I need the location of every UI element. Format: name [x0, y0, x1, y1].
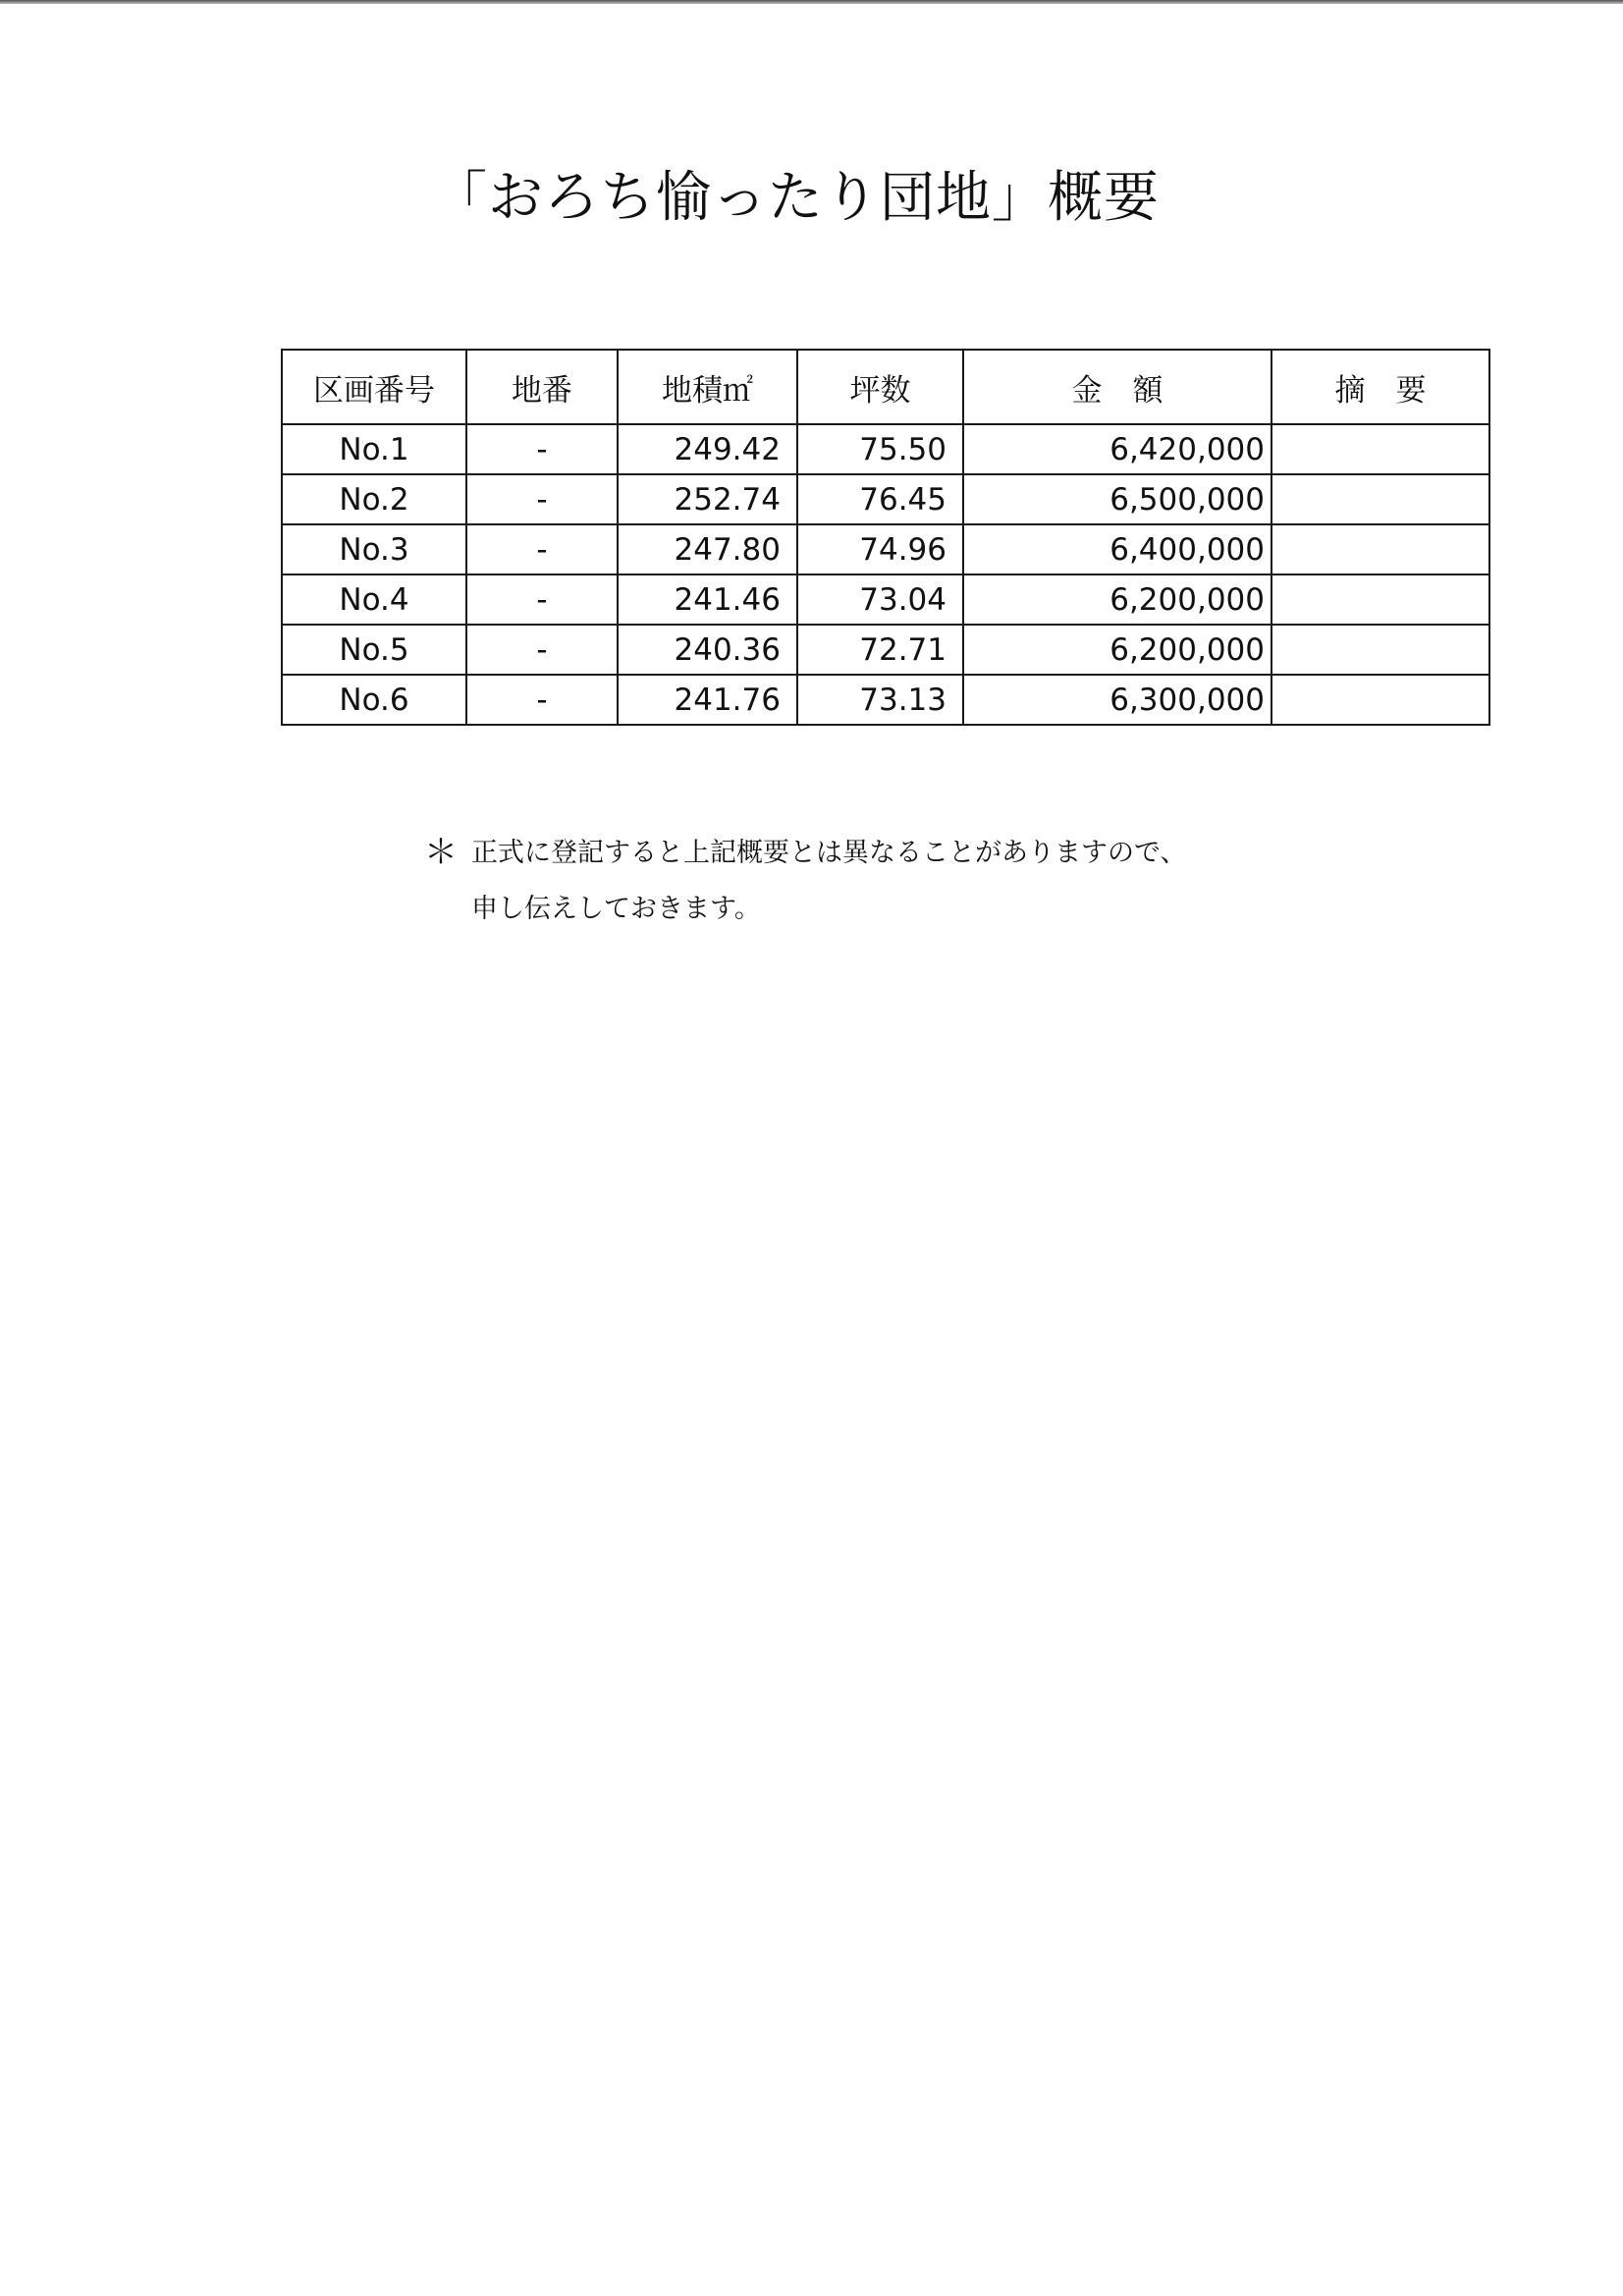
cell-chiban: -: [466, 524, 618, 574]
cell-tsubo: 73.04: [797, 574, 963, 625]
cell-price: 6,500,000: [963, 474, 1271, 524]
cell-area: 247.80: [618, 524, 797, 574]
cell-lot-number: No.6: [282, 675, 466, 725]
cell-tsubo: 73.13: [797, 675, 963, 725]
note-text: [471, 825, 1186, 937]
cell-remarks: [1271, 675, 1489, 725]
cell-area: 252.74: [618, 474, 797, 524]
cell-remarks: [1271, 625, 1489, 675]
cell-chiban: -: [466, 574, 618, 625]
cell-lot-number: No.3: [282, 524, 466, 574]
cell-price: 6,300,000: [963, 675, 1271, 725]
page-title: 「おろち愉ったり団地」概要: [432, 166, 1160, 230]
cell-price: 6,400,000: [963, 524, 1271, 574]
cell-tsubo: 72.71: [797, 625, 963, 675]
table-header-row: [282, 350, 1489, 424]
cell-chiban: -: [466, 474, 618, 524]
cell-lot-number: No.2: [282, 474, 466, 524]
header-chiban: 地番: [466, 350, 618, 424]
header-remarks: 摘 要: [1271, 350, 1489, 424]
note-line-1: 正式に登記すると上記概要とは異なることがありますので、: [471, 838, 1187, 868]
asterisk-icon: ＊: [424, 833, 458, 872]
cell-chiban: -: [466, 625, 618, 675]
cell-chiban: -: [466, 424, 618, 474]
table-row: [282, 474, 1489, 524]
cell-remarks: [1271, 474, 1489, 524]
cell-price: 6,420,000: [963, 424, 1271, 474]
table-row: [282, 424, 1489, 474]
scan-edge: [0, 0, 1623, 4]
cell-area: 240.36: [618, 625, 797, 675]
cell-lot-number: No.4: [282, 574, 466, 625]
cell-price: 6,200,000: [963, 574, 1271, 625]
header-price: 金 額: [963, 350, 1271, 424]
cell-remarks: [1271, 524, 1489, 574]
header-area: 地積㎡: [618, 350, 797, 424]
table-row: [282, 524, 1489, 574]
lot-summary-table: [281, 349, 1490, 726]
cell-area: 241.46: [618, 574, 797, 625]
cell-tsubo: 76.45: [797, 474, 963, 524]
table-row: [282, 675, 1489, 725]
cell-remarks: [1271, 424, 1489, 474]
table-row: [282, 625, 1489, 675]
header-lot-number: 区画番号: [282, 350, 466, 424]
cell-lot-number: No.5: [282, 625, 466, 675]
table-row: [282, 574, 1489, 625]
cell-lot-number: No.1: [282, 424, 466, 474]
header-tsubo: 坪数: [797, 350, 963, 424]
cell-chiban: -: [466, 675, 618, 725]
cell-price: 6,200,000: [963, 625, 1271, 675]
cell-tsubo: 75.50: [797, 424, 963, 474]
cell-area: 249.42: [618, 424, 797, 474]
registration-note: [424, 825, 1186, 937]
cell-remarks: [1271, 574, 1489, 625]
note-line-2: 申し伝えしておきます。: [471, 894, 761, 924]
cell-tsubo: 74.96: [797, 524, 963, 574]
note-row: [424, 825, 1186, 937]
cell-area: 241.76: [618, 675, 797, 725]
